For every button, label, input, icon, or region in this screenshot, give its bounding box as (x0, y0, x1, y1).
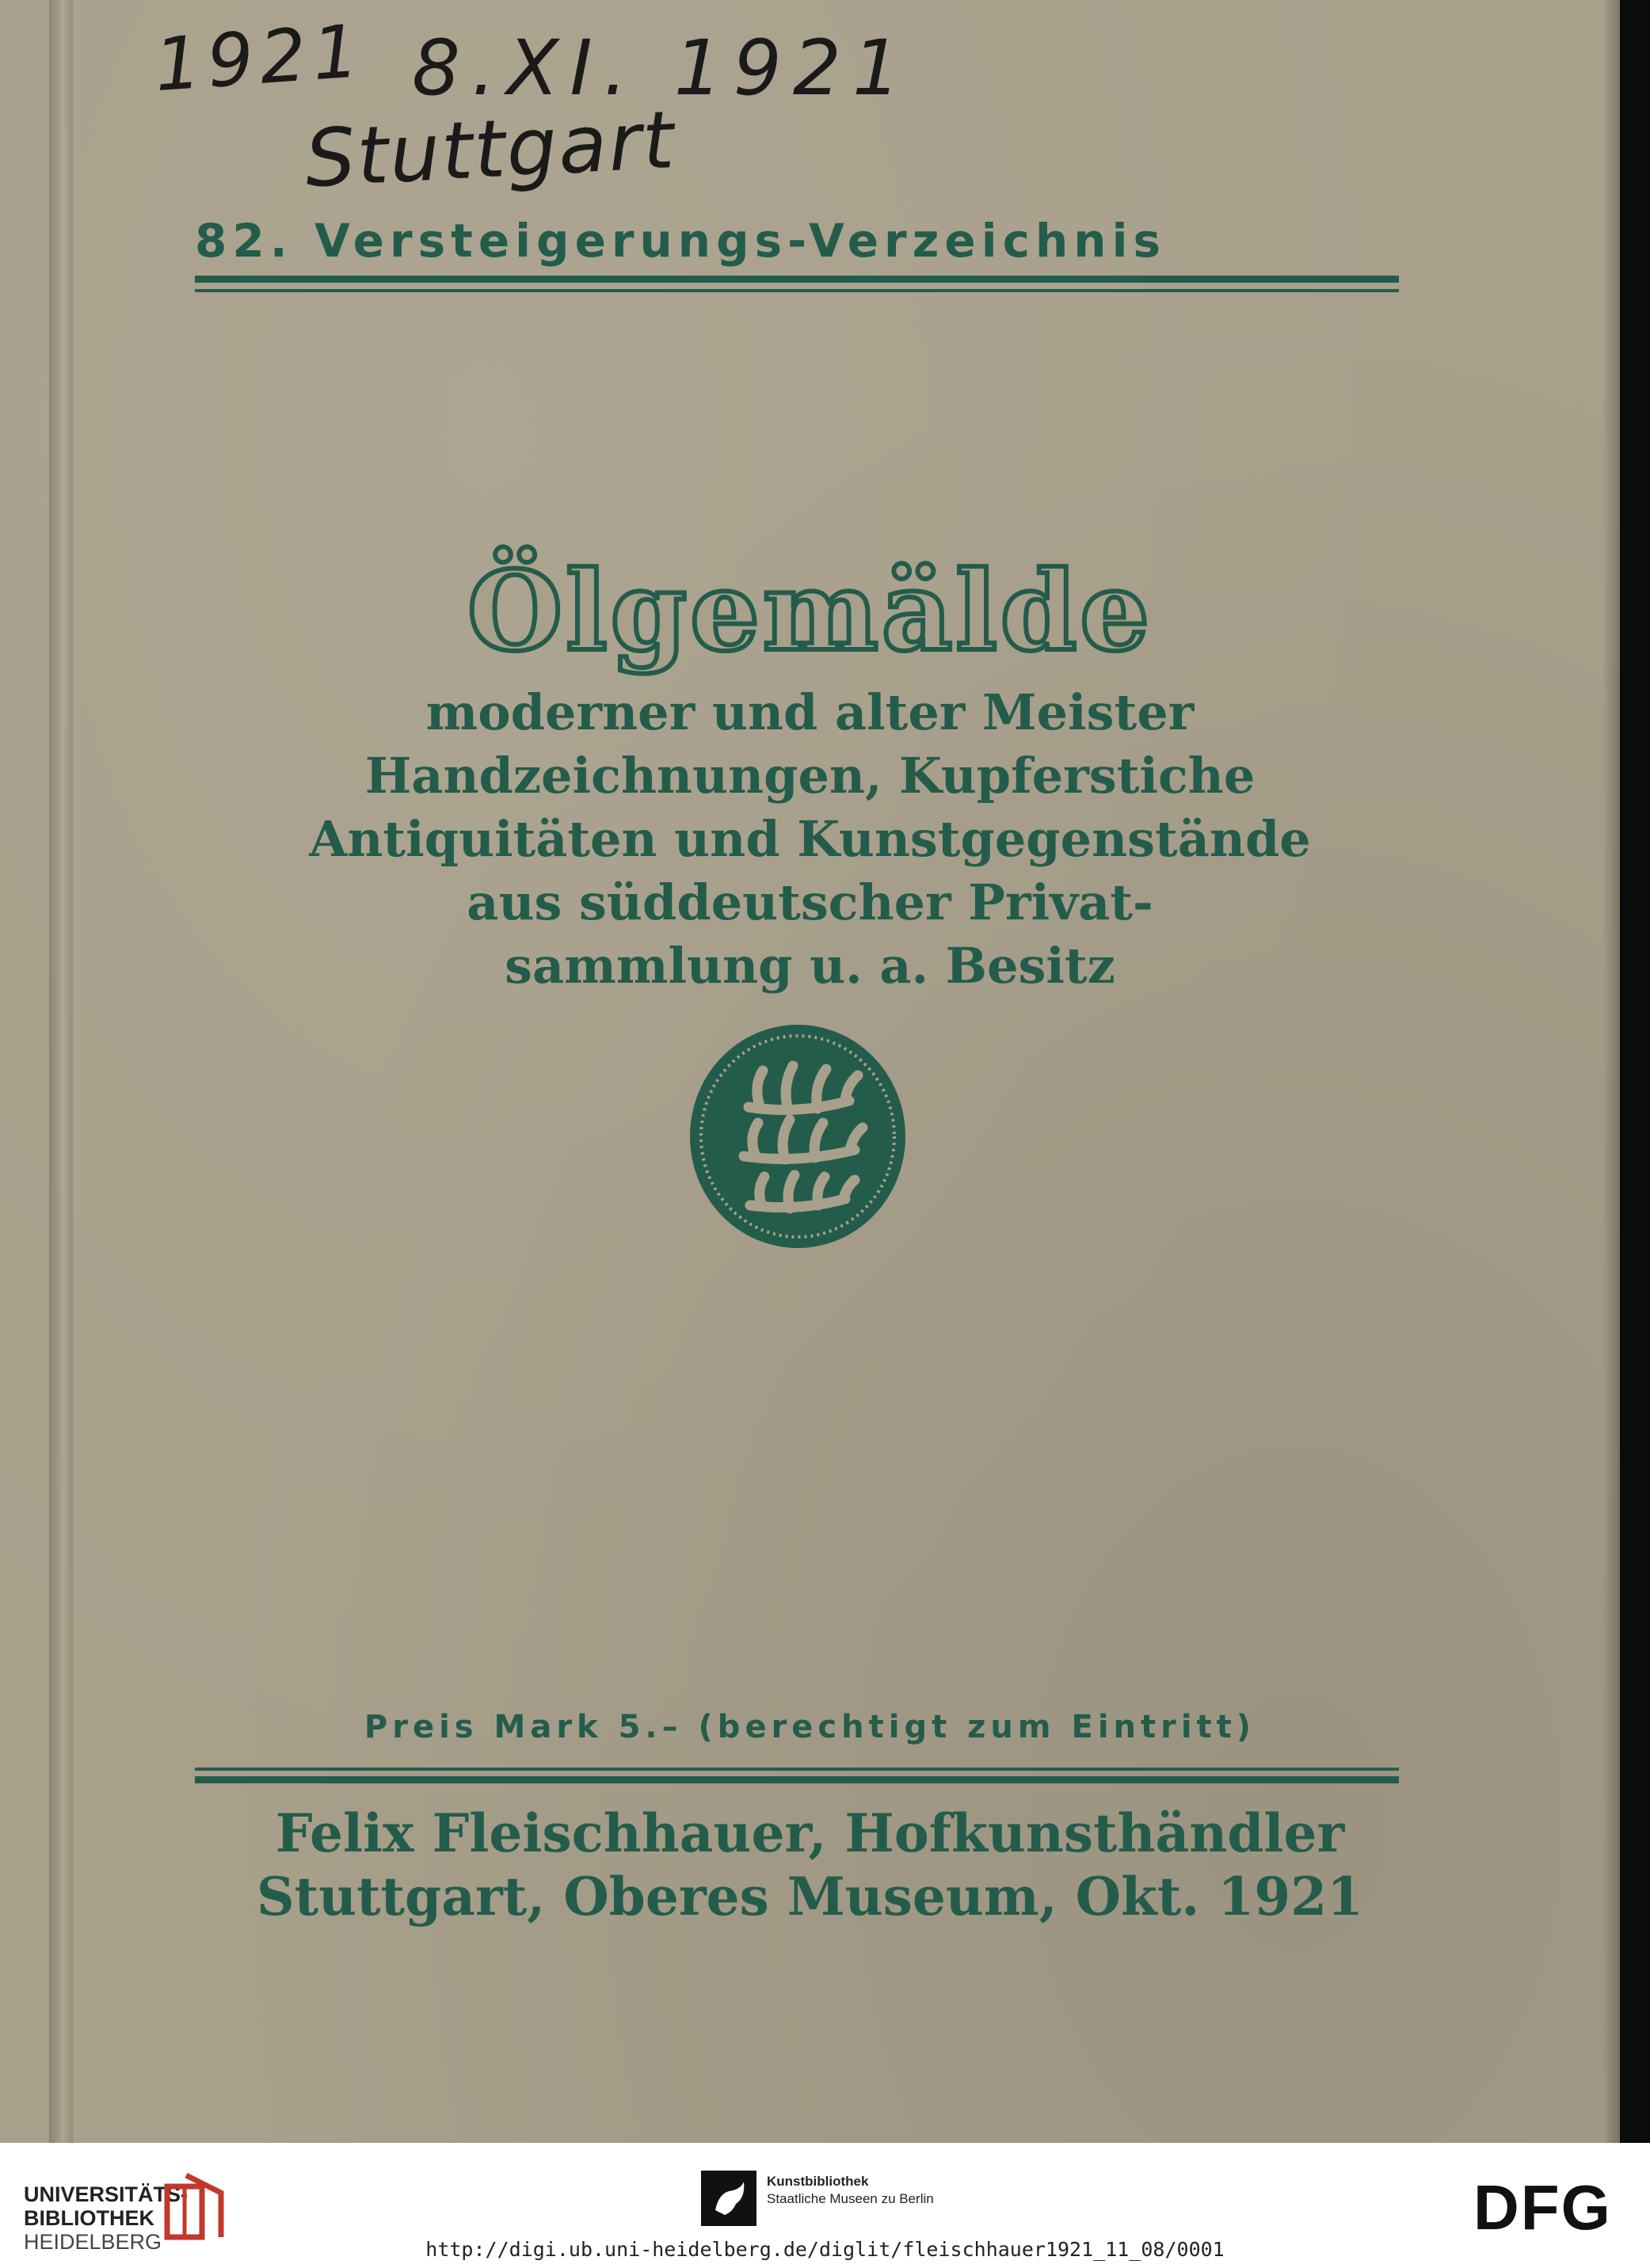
bottom-rule-thick (195, 1776, 1399, 1783)
kb-subtitle: Staatliche Museen zu Berlin (767, 2191, 934, 2206)
main-title: Ölgemälde (467, 546, 1153, 675)
source-url[interactable]: http://digi.ub.uni-heidelberg.de/diglit/fleischhauer1921_11_08/0001 (425, 2238, 1225, 2261)
handwritten-date: 8.XI. 1921 (412, 24, 913, 112)
handwritten-year: 1921 (151, 8, 368, 108)
publisher-block (0, 1802, 1620, 1928)
price-line: Preis Mark 5.– (berechtigt zum Eintritt) (364, 1709, 1256, 1745)
kunstbibliothek-logo-icon (701, 2171, 756, 2226)
subtitle-block (0, 681, 1620, 998)
subtitle-line: moderner und alter Meister (425, 683, 1195, 741)
antlers-emblem-icon (687, 1022, 909, 1251)
dfg-logo: DFG (1473, 2172, 1612, 2243)
kb-name: Kunstbibliothek (767, 2174, 869, 2189)
subtitle-line: Handzeichnungen, Kupferstiche (364, 747, 1256, 805)
library-line: HEIDELBERG (24, 2230, 162, 2254)
library-line: BIBLIOTHEK (24, 2206, 154, 2230)
subtitle-line: Antiquitäten und Kunstgegenstände (309, 810, 1311, 868)
publisher-line: Felix Fleischhauer, Hofkunsthändler (275, 1802, 1345, 1864)
series-title: 82. Versteigerungs-Verzeichnis (195, 214, 1166, 268)
subtitle-line: aus süddeutscher Privat- (467, 873, 1153, 931)
university-logo-icon (162, 2171, 226, 2242)
publisher-line: Stuttgart, Oberes Museum, Okt. 1921 (256, 1866, 1364, 1927)
library-line: UNIVERSITÄTS- (24, 2182, 189, 2206)
subtitle-line: sammlung u. a. Besitz (505, 937, 1115, 995)
top-rule-thick (195, 276, 1399, 283)
kunstbibliothek-label (767, 2173, 934, 2208)
bottom-rule-thin (195, 1768, 1399, 1771)
handwritten-place: Stuttgart (303, 93, 678, 206)
digitization-footer (0, 2143, 1650, 2268)
top-rule-thin (195, 289, 1399, 292)
